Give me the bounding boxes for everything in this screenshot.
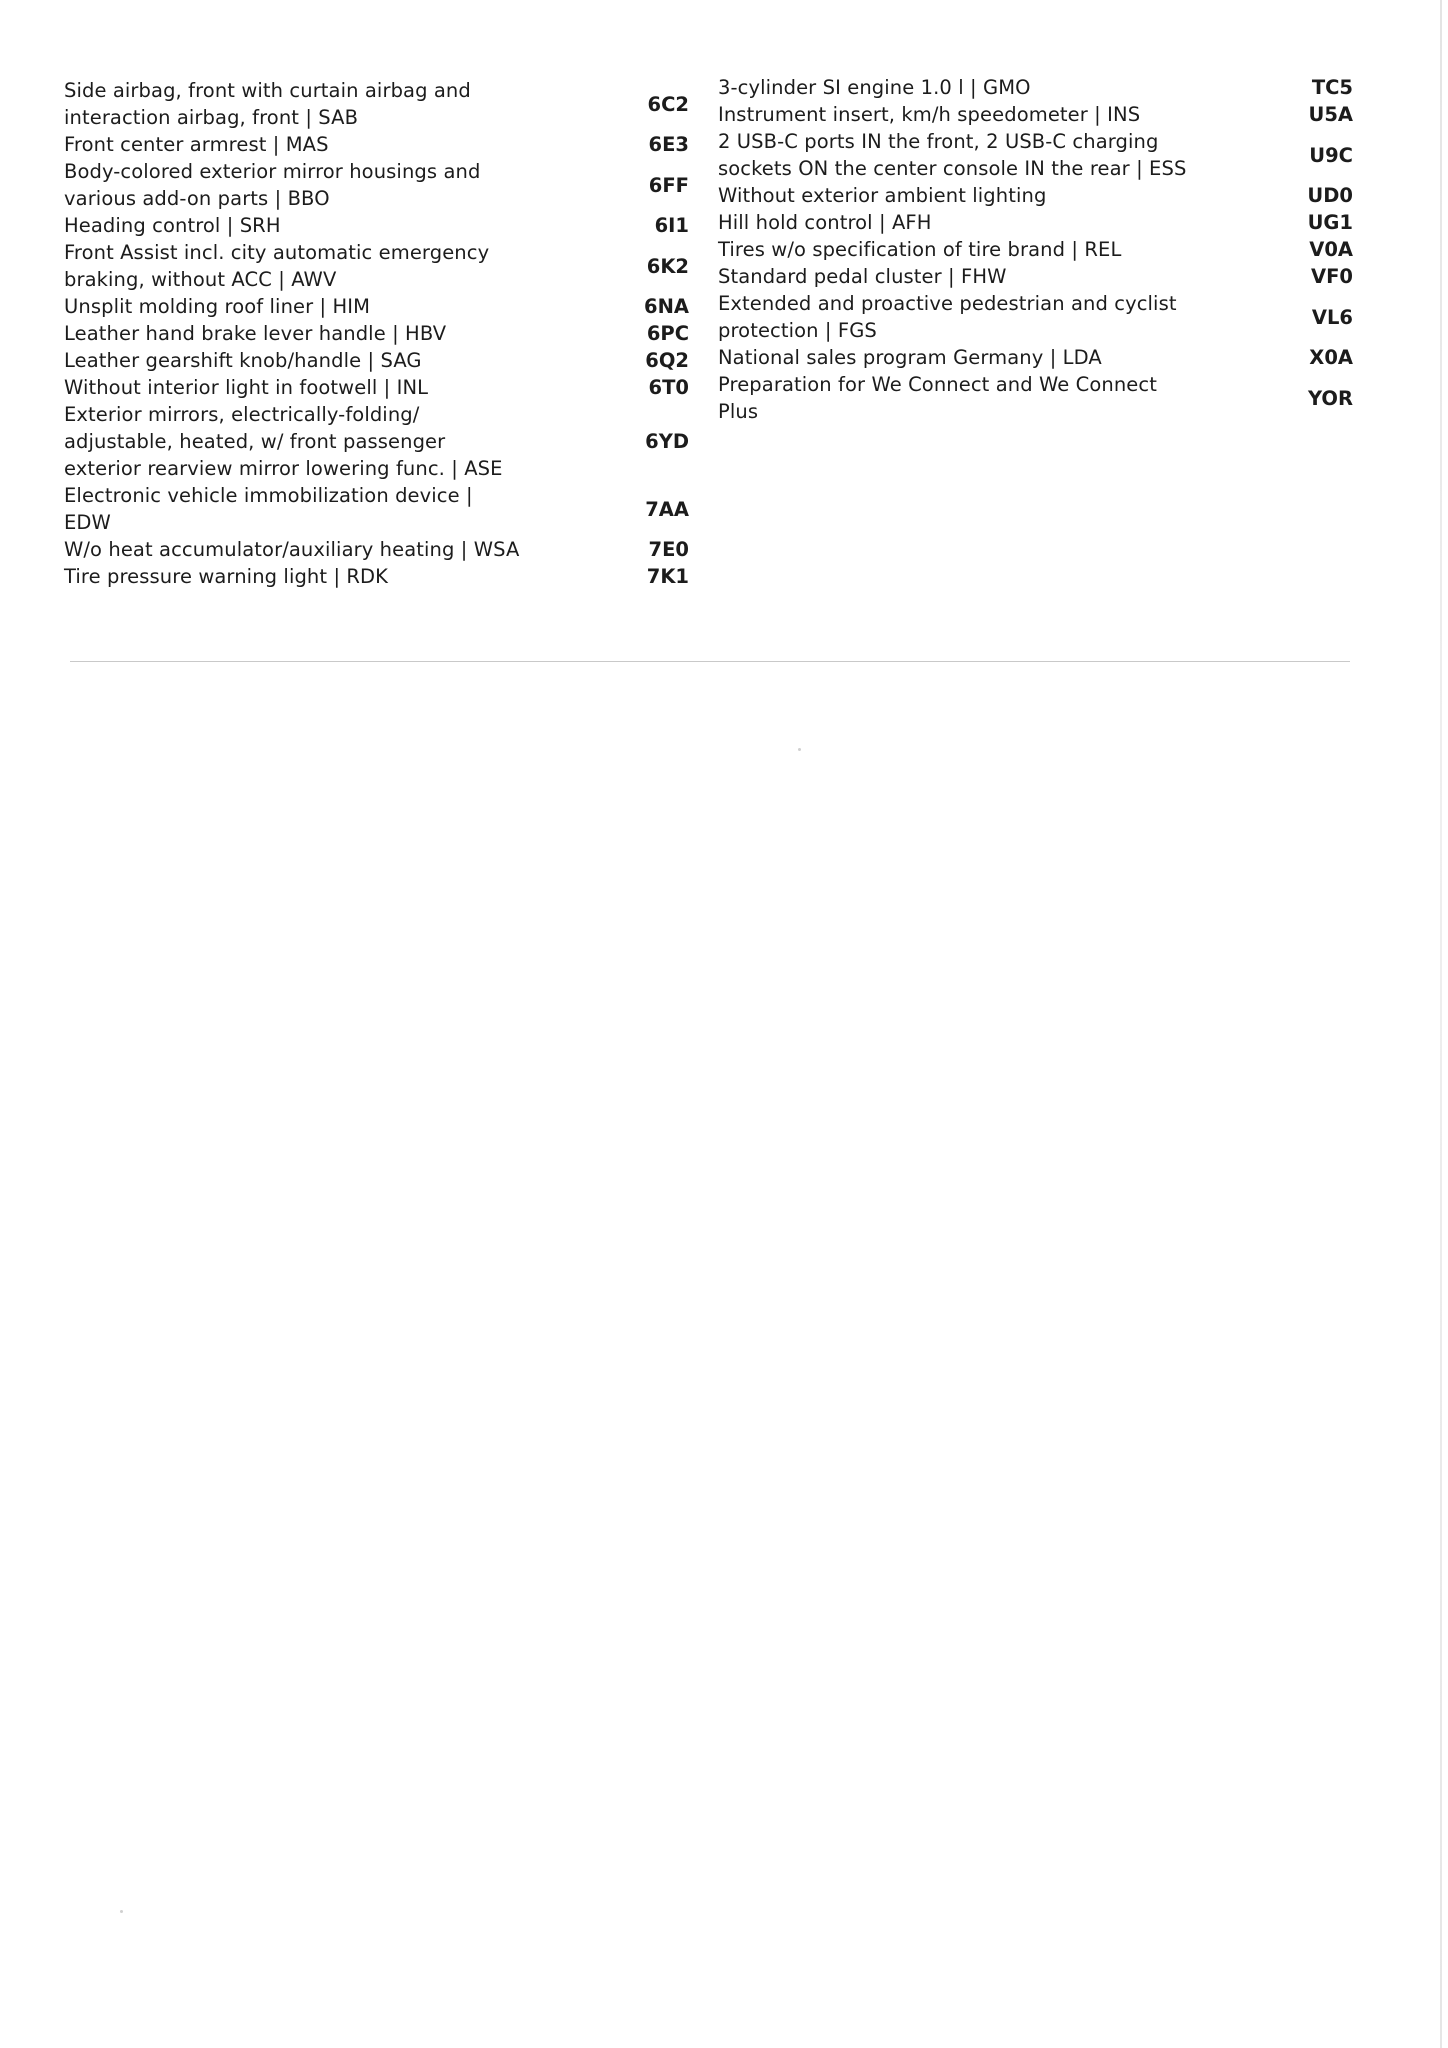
item-code: 6Q2 <box>645 349 689 372</box>
item-description: Leather hand brake lever handle | HBV <box>64 322 447 345</box>
item-description: Preparation for We Connect and We Connect Plus <box>718 373 1157 423</box>
equipment-list-left <box>64 77 694 590</box>
item-code: 7E0 <box>648 538 689 561</box>
item-description: Without interior light in footwell | INL <box>64 376 429 399</box>
item-code: U9C <box>1309 143 1353 167</box>
list-item <box>718 209 1353 236</box>
item-code: 6T0 <box>648 376 689 399</box>
item-description: Tires w/o specification of tire brand | REL <box>718 238 1122 261</box>
item-code: VF0 <box>1311 265 1353 288</box>
item-code: 6K2 <box>646 254 689 278</box>
list-item <box>64 401 694 482</box>
list-item <box>718 101 1353 128</box>
item-code: 6C2 <box>647 92 689 116</box>
item-code: 6E3 <box>648 133 689 156</box>
item-code: X0A <box>1309 346 1353 369</box>
item-code: 6I1 <box>654 214 689 237</box>
section-divider <box>70 661 1350 662</box>
list-item <box>718 290 1353 344</box>
item-description: Instrument insert, km/h speedometer | INS <box>718 103 1141 126</box>
item-description: Electronic vehicle immobilization device | EDW <box>64 484 473 534</box>
item-code: 7AA <box>645 497 689 521</box>
item-code: VL6 <box>1311 305 1353 329</box>
item-description: 3-cylinder SI engine 1.0 l | GMO <box>718 76 1031 99</box>
list-item <box>64 158 694 212</box>
list-item <box>64 536 694 563</box>
item-code: U5A <box>1308 103 1353 126</box>
item-code: UG1 <box>1307 211 1353 234</box>
list-item <box>64 239 694 293</box>
scan-speck <box>798 748 801 751</box>
item-code: 6FF <box>648 173 689 197</box>
item-description: Unsplit molding roof liner | HIM <box>64 295 371 318</box>
list-item <box>718 371 1353 425</box>
item-description: Body-colored exterior mirror housings and various add-on parts | BBO <box>64 160 481 210</box>
list-item <box>64 563 694 590</box>
item-description: Tire pressure warning light | RDK <box>64 565 389 588</box>
equipment-list-right <box>718 74 1353 425</box>
list-item <box>64 347 694 374</box>
item-description: 2 USB-C ports IN the front, 2 USB-C charging sockets ON the center console IN the rear | ESS <box>718 130 1187 180</box>
list-item <box>718 74 1353 101</box>
item-description: Side airbag, front with curtain airbag and interaction airbag, front | SAB <box>64 79 471 129</box>
item-description: Exterior mirrors, electrically-folding/ adjustable, heated, w/ front passenger exterior rearview mirror lowering func. | ASE <box>64 403 503 480</box>
item-code: YOR <box>1307 386 1353 410</box>
item-description: Standard pedal cluster | FHW <box>718 265 1007 288</box>
item-code: 6PC <box>646 322 689 345</box>
list-item <box>64 293 694 320</box>
item-code: V0A <box>1309 238 1353 261</box>
item-code: 7K1 <box>646 565 689 588</box>
list-item <box>64 212 694 239</box>
item-code: 6NA <box>644 295 689 318</box>
item-code: UD0 <box>1307 184 1353 207</box>
item-description: Front center armrest | MAS <box>64 133 329 156</box>
list-item <box>64 374 694 401</box>
list-item <box>64 77 694 131</box>
item-description: National sales program Germany | LDA <box>718 346 1102 369</box>
list-item <box>64 320 694 347</box>
item-code: 6YD <box>645 430 689 453</box>
scan-speck <box>120 1910 123 1913</box>
list-item <box>718 236 1353 263</box>
list-item <box>64 131 694 158</box>
item-description: Extended and proactive pedestrian and cyclist protection | FGS <box>718 292 1177 342</box>
scan-edge-shadow <box>1440 0 1442 2048</box>
item-code: TC5 <box>1311 76 1353 99</box>
list-item <box>64 482 694 536</box>
item-description: Hill hold control | AFH <box>718 211 932 234</box>
item-description: Without exterior ambient lighting <box>718 184 1047 207</box>
item-description: W/o heat accumulator/auxiliary heating | WSA <box>64 538 520 561</box>
item-description: Front Assist incl. city automatic emergency braking, without ACC | AWV <box>64 241 490 291</box>
list-item <box>718 263 1353 290</box>
item-description: Heading control | SRH <box>64 214 281 237</box>
list-item <box>718 182 1353 209</box>
list-item <box>718 344 1353 371</box>
item-description: Leather gearshift knob/handle | SAG <box>64 349 422 372</box>
list-item <box>718 128 1353 182</box>
